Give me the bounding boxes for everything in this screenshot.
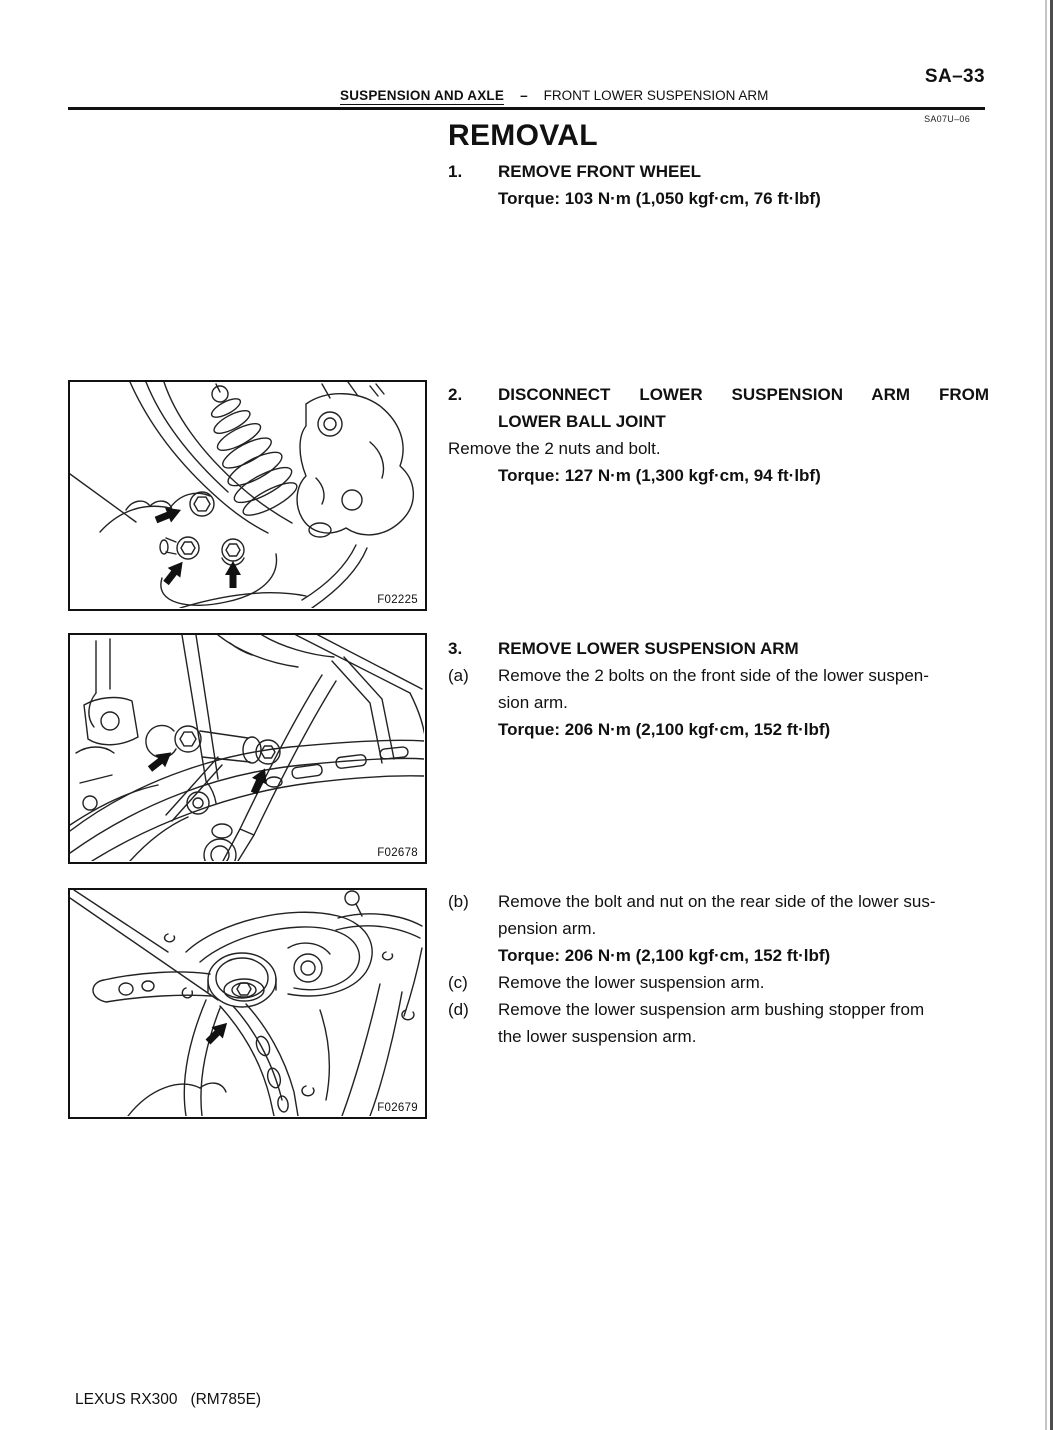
subframe-ring	[288, 943, 330, 982]
figure-label: F02679	[377, 1102, 418, 1114]
step-3-heading	[448, 635, 989, 662]
cv-boot	[209, 384, 301, 521]
step-3d	[448, 996, 989, 1023]
step-3d-label: (d)	[448, 1000, 469, 1019]
step-3a-label: (a)	[448, 666, 469, 685]
step-3c-text: Remove the lower suspension arm.	[498, 973, 765, 992]
step-3-number: 3.	[448, 639, 463, 658]
figure-label: F02678	[377, 847, 418, 859]
footer-model-code: LEXUS RX300 (RM785E)	[75, 1391, 262, 1408]
step-3c-label: (c)	[448, 973, 468, 992]
step-2-heading-line-1	[448, 381, 989, 408]
page-title: REMOVAL	[448, 119, 598, 152]
ball-joint-diagram	[70, 382, 424, 608]
step-1-number: 1.	[448, 162, 463, 181]
header-subsection: FRONT LOWER SUSPENSION ARM	[543, 88, 769, 103]
step-3b-line-1: Remove the bolt and nut on the rear side of the lower sus-	[498, 892, 936, 911]
step-3b	[448, 888, 989, 915]
header-breadcrumb	[340, 88, 768, 103]
step-1-heading-text: REMOVE FRONT WHEEL	[498, 162, 702, 181]
bushing	[208, 953, 276, 1007]
left-arm	[93, 972, 212, 1002]
step-3a-line-1: Remove the 2 bolts on the front side of the lower suspen-	[498, 666, 929, 685]
frame-diagonals	[70, 890, 218, 1000]
step-3a-torque: Torque: 206 N·m (2,100 kgf·cm, 152 ft·lbf)	[498, 720, 831, 739]
figure-f02225	[68, 380, 427, 611]
step-3d-line-2: the lower suspension arm.	[498, 1027, 697, 1046]
step-2-number: 2.	[448, 385, 463, 404]
step-2-heading-text-1: DISCONNECT LOWER SUSPENSION ARM FROM	[498, 385, 989, 404]
step-3-heading-text: REMOVE LOWER SUSPENSION ARM	[498, 639, 799, 658]
subframe-arc	[70, 740, 424, 861]
scan-edge-dark	[1050, 0, 1053, 1430]
lower-arm-band	[128, 1000, 314, 1116]
step-3b-torque: Torque: 206 N·m (2,100 kgf·cm, 152 ft·lbf)	[498, 946, 831, 965]
figure-label: F02225	[377, 594, 418, 606]
header-section: SUSPENSION AND AXLE	[340, 88, 505, 103]
top-right-tube	[336, 891, 422, 960]
doc-code: SA07U–06	[924, 114, 970, 124]
page-number: SA–33	[924, 66, 985, 87]
rear-bushing-diagram	[70, 890, 424, 1116]
bolt-arrow-icons	[202, 1017, 232, 1047]
step-3a-line-2: sion arm.	[498, 693, 568, 712]
header-rule	[68, 107, 985, 110]
brake-caliper	[297, 382, 413, 537]
figure-f02679	[68, 888, 427, 1119]
step-2-torque: Torque: 127 N·m (1,300 kgf·cm, 94 ft·lbf)	[498, 466, 821, 485]
scan-edge-light	[1045, 0, 1047, 1430]
front-bolts-diagram	[70, 635, 424, 861]
step-3c	[448, 969, 989, 996]
step-3a	[448, 662, 989, 689]
ball-joint-bolts	[160, 492, 244, 565]
step-2-body: Remove the 2 nuts and bolt.	[448, 439, 661, 458]
bolt-arrow-icons	[145, 746, 272, 796]
left-bracket	[70, 639, 158, 825]
step-3b-line-2: pension arm.	[498, 919, 597, 938]
step-2-heading-line-2: LOWER BALL JOINT	[498, 412, 666, 431]
step-3b-label: (b)	[448, 892, 469, 911]
step-3d-line-1: Remove the lower suspension arm bushing stopper from	[498, 1000, 925, 1019]
header-dash: –	[520, 88, 528, 103]
loop-band	[186, 912, 372, 996]
steering-knuckle	[70, 474, 367, 608]
figure-f02678	[68, 633, 427, 864]
right-curves	[320, 948, 422, 1116]
step-1-heading	[448, 158, 989, 185]
step-1-torque: Torque: 103 N·m (1,050 kgf·cm, 76 ft·lbf)	[498, 189, 821, 208]
